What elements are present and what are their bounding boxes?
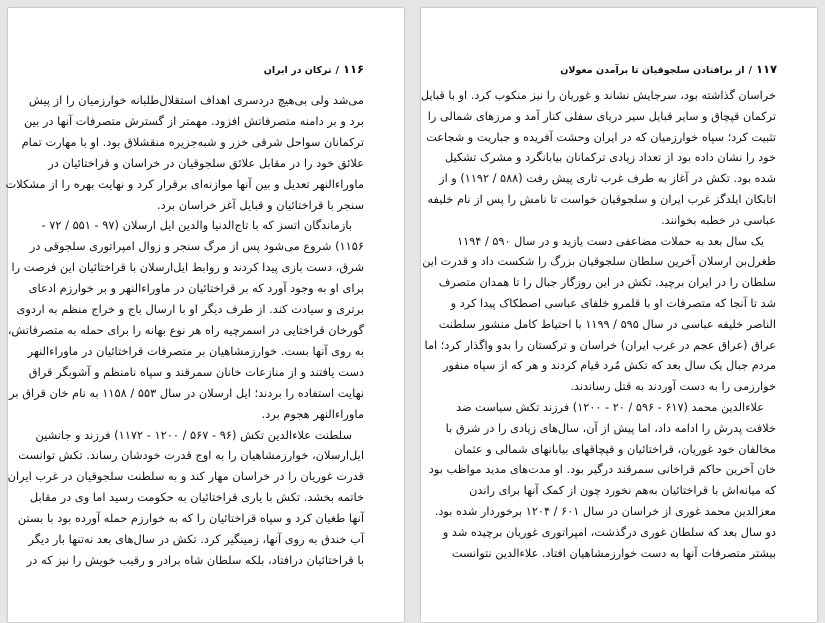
left-page — [5, 8, 404, 622]
text-line: برتری و سیادت کند. از طرف دیگر او با ارسال باج و خراج منظم به اردوی — [16, 302, 364, 317]
text-line: با قراختائیان درافتاد، بلکه سلطان شاه برادر و رقیب خویش را نیز که در — [26, 552, 364, 567]
text-line: خان آخرین حاکم قراخانی سمرقند درگیر بود. او مدت‌های مدید مواظب بود — [428, 463, 776, 477]
text-line: مردم جبال یک سال بعد که تکش مُرد قیام کردند و هر که از سپاه منفور — [443, 359, 776, 373]
text-line: می‌شد ولی بی‌هیچ دردسری اهداف استقلال‌طلبانه خوارزمیان را از پیش — [28, 93, 364, 107]
text-line: که میانه‌اش با قراختائیان به‌هم نخورد چون از کمک آنها برای راندن — [469, 484, 776, 498]
text-line: طغرل‌بن ارسلان آخرین سلطان سلجوقیان بزرگ را شکست داد و قدرت این — [422, 255, 776, 269]
text-line: دو سال بعد که سلطان غوری درگذشت، امپراتوری غوریان برچیده شد و — [442, 525, 776, 539]
right-page-body — [420, 86, 776, 564]
text-line: برد و بر دامنه متصرفاتش افزود. مهمتر از گسترش متصرفات آنها در بین — [24, 113, 364, 128]
text-line: به روی آنها بست. خوارزمشاهیان بر متصرفات قراختائیان در ماوراءالنهر — [27, 343, 364, 358]
text-line: گورخان قراختایی در اسمرچیه راه هر نوع بهانه را برای حمله به متصرفاتش، — [7, 322, 364, 337]
left-page-number: ۱۱۶ — [342, 62, 364, 76]
header-separator: / — [748, 65, 752, 76]
text-line: خود را نشان داده بود از تعداد زیادی ترکمانان بیابانگرد و مشرک تشکیل — [444, 151, 776, 165]
left-running-head: ترکان در ایران — [263, 65, 332, 76]
text-line: بیشتر متصرفات آنها به دست خوارزمشاهیان افتاد. علاءالدین نتوانست — [451, 546, 776, 560]
text-line: خوارزمی را به دست آوردند به قتل رساندند. — [570, 380, 776, 394]
text-line: اتابکان ایلدگز غرب ایران و سلجوقیان خواست تا نامش را پس از نام خلیفه — [427, 192, 776, 206]
text-line: شد تا آنجا که متصرفات او با قلمرو خلفای عباسی اصطکاک پیدا کرد و — [450, 296, 776, 310]
text-line: خلافت پدرش را ادامه داد، اما پیش از آن، سال‌های زیادی را در شرق با — [445, 421, 776, 435]
text-line: ۱۱۵۶) شروع می‌شود پس از مرگ سنجر و زوال امپراتوری سلجوقی در — [29, 239, 364, 254]
text-line: شرق، دست بازی پیدا کردند و روابط ایل‌ارسلان با قراختائیان این فرصت را — [11, 260, 364, 275]
text-line: علاءالدین محمد (۶۱۷ - ۵۹۶ / ۲۰ - ۱۲۰۰) فرزند تکش سیاست ضد — [456, 400, 764, 414]
left-page-header — [48, 62, 364, 76]
text-line: بازماندگان اتسز که با تاج‌الدنیا والدین ایل ارسلان (۹۷ - ۵۵۱ / ۷۲ - — [41, 218, 352, 233]
text-line: خاتمه بخشد. تکش با یاری قراختائیان به حکومت رسید اما وی در مقابل — [29, 490, 364, 505]
text-line: ماوراءالنهر تعدیل و بین آنها موازنه‌ای برقرار کرد و نهایت بهره را از مشکلات — [5, 176, 364, 191]
text-line: عباسی در خطبه بخوانند. — [661, 213, 776, 227]
text-line: علائق خود را در مقابل علائق سلجوقیان در خراسان و قراختائیان در — [48, 155, 364, 170]
text-line: قدرت غوریان را در خراسان مهار کند و به سلطنت سلجوقیان در غرب ایران — [7, 469, 364, 484]
header-separator: / — [335, 65, 339, 76]
text-line: سنجر با قراختائیان و قبایل آغز خراسان برد. — [157, 197, 364, 212]
text-line: سلطنت علاءالدین تکش (۹۶ - ۵۶۷ / ۱۲۰۰ - ۱۱۷۲) فرزند و جانشین — [35, 427, 352, 442]
text-line: ماوراءالنهر هجوم برد. — [261, 406, 364, 421]
text-line: شده بود. تکش در آغاز به طرف غرب تاری پیش رفت (۵۸۸ / ۱۱۹۲) و از — [439, 172, 776, 186]
left-page-body — [5, 90, 364, 571]
text-line: الناصر خلیفه عباسی در سال ۵۹۵ / ۱۱۹۹ با احتیاط کامل منشور سلطنت — [438, 317, 776, 331]
text-line: تثبیت کرد؛ سپاه خوارزمیان که در ایران وحشت آفریده و جباریت و شجاعت — [426, 130, 776, 144]
text-line: ترکمانان سواحل شرقی خزر و شبه‌جزیره منقشلاق بود. او با مهارت تمام — [21, 134, 364, 149]
right-page-header — [461, 62, 777, 76]
text-line: آب خندق به روی آنها، زمینگیر کرد. تکش در سال‌های بعد نه‌تنها بار دیگر — [28, 532, 364, 547]
text-line: ترکمان قپچاق و سایر قبایل سیر دریای سفلی کنار آمد و مرزهای شمالی را — [427, 109, 776, 123]
text-line: دست یافتند و از منازعات خانان سمرقند و سپاه نامنظم و آشوبگر قراق — [28, 364, 364, 379]
right-running-head: از برافتادن سلجوقیان تا برآمدن مغولان — [560, 65, 745, 76]
text-line: آنها طغیان کرد و سپاه قراختائیان را که به خوارزم حمله آورده بود با بستن — [17, 511, 364, 526]
text-line: معزالدین محمد غوری از خراسان در سال ۶۰۱ / ۱۲۰۴ برخوردار شده بود. — [434, 504, 776, 518]
text-line: یک سال بعد به حملات مضاعفی دست یازید و در سال ۵۹۰ / ۱۱۹۴ — [457, 234, 764, 248]
text-line: نهایت استفاده را بردند؛ ایل ارسلان در سال ۵۵۳ / ۱۱۵۸ به نام خان قراق بر — [9, 385, 364, 400]
right-page — [421, 8, 817, 622]
right-page-number: ۱۱۷ — [755, 62, 777, 76]
text-line: سلطان را در ایران برچید. تکش در این روزگار جبال را تا همدان متصرف — [438, 276, 776, 290]
text-line: ایل‌ارسلان، خوارزمشاهیان را به اوج قدرت خودشان رساند. تکش توانست — [18, 448, 364, 463]
text-line: مخالفان خود غوریان، قراختائیان و قپچاقهای بیابانهای شمالی و عثمان — [454, 442, 776, 456]
text-line: برای او به وجود آورد که بر قراختائیان در ماوراءالنهر و بر خوارزم ادعای — [28, 281, 364, 296]
text-line: عراق (عراق عجم در غرب ایران) خراسان و ترکستان را بدو واگذار کرد؛ اما — [424, 338, 776, 352]
text-line: خراسان گذاشته بود، سرجایش نشاند و غوریان را نیز منکوب کرد. او با قبایل — [420, 89, 776, 102]
